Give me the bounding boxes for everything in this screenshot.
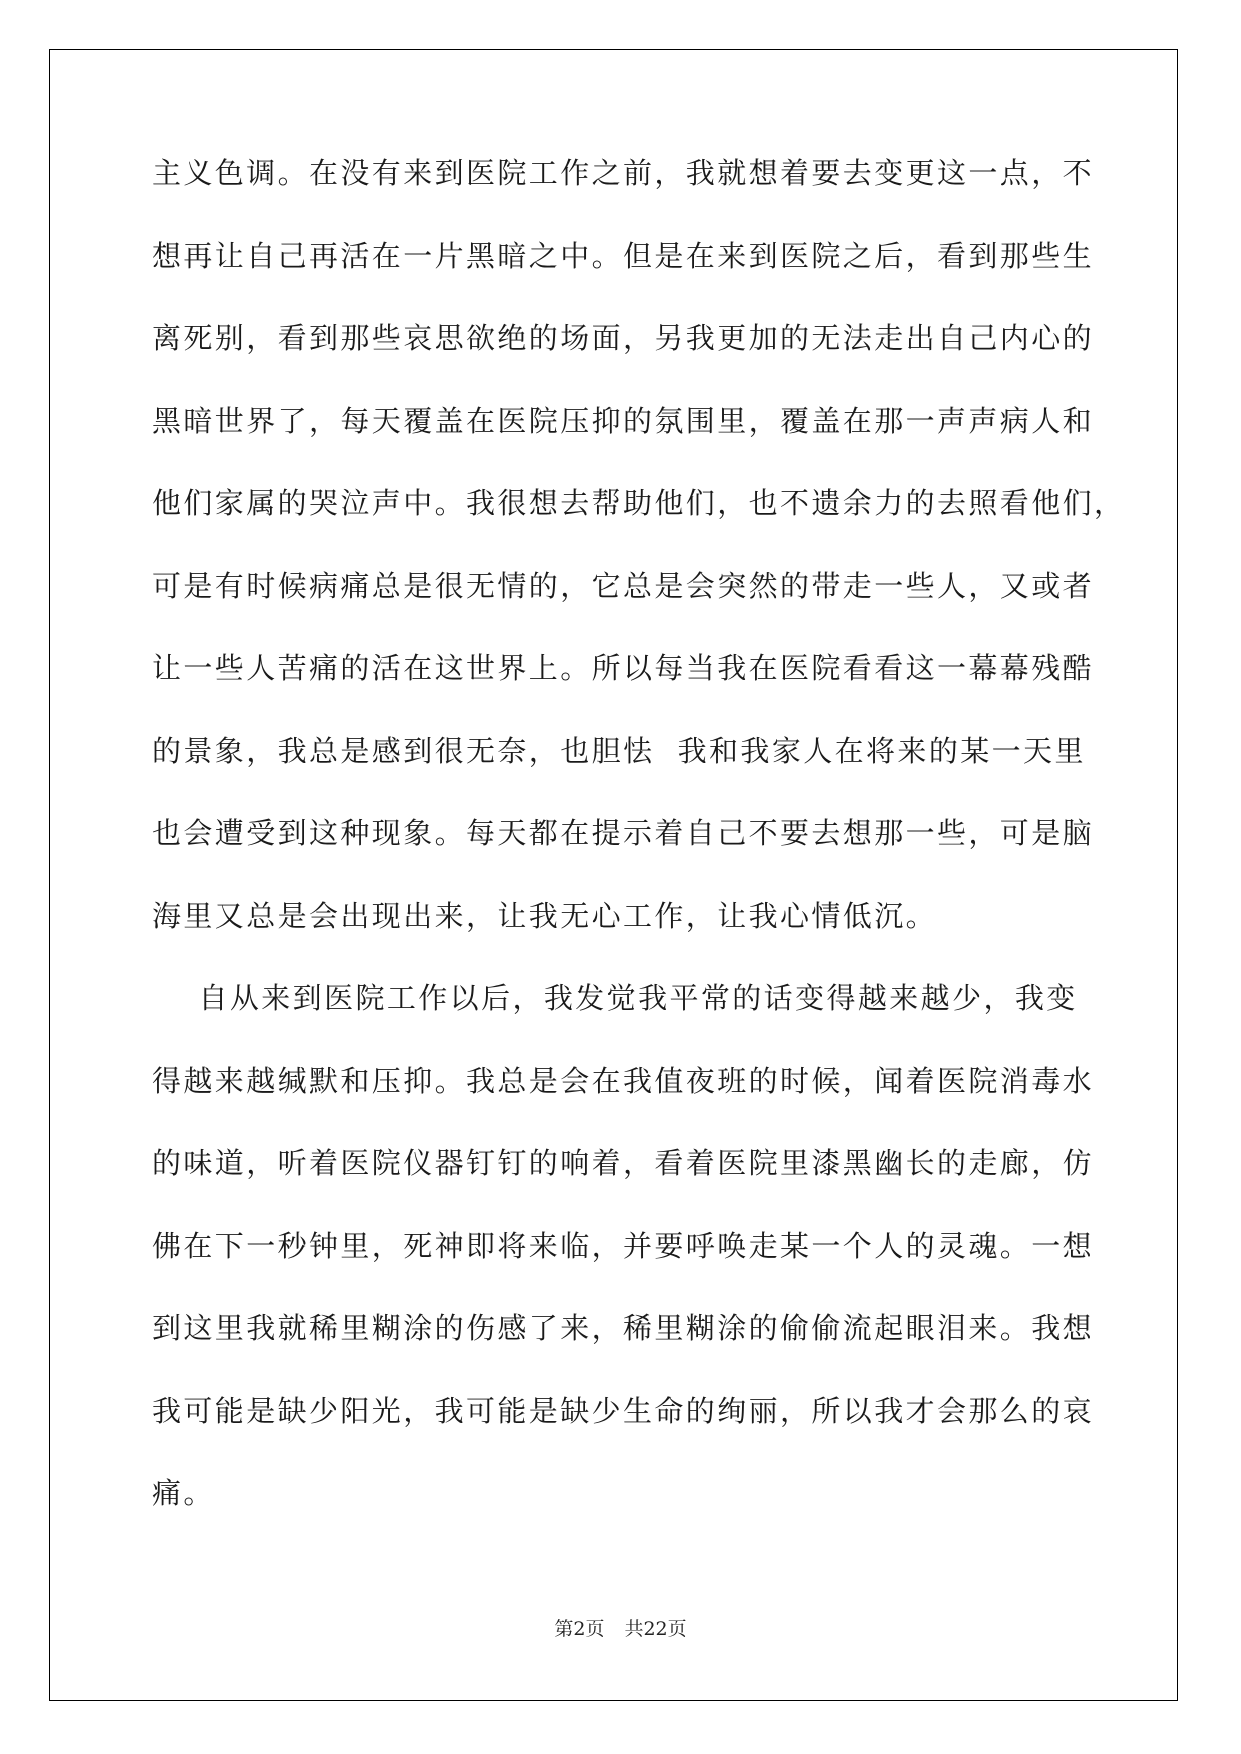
text-line: 也会遭受到这种现象。每天都在提示着自己不要去想那一些，可是脑	[152, 816, 1095, 850]
text-line: 海里又总是会出现出来，让我无心工作，让我心情低沉。	[152, 898, 938, 933]
text-line: 想再让自己再活在一片黑暗之中。但是在来到医院之后，看到那些生	[152, 238, 1095, 273]
text-line: 佛在下一秒钟里，死神即将来临，并要呼唤走某一个人的灵魂。一想	[152, 1228, 1095, 1263]
text-line: 离死别，看到那些哀思欲绝的场面，另我更加的无法走出自己内心的	[152, 321, 1095, 355]
page-footer	[0, 1614, 1241, 1641]
text-line: 他们家属的哭泣声中。我很想去帮助他们，也不遗余力的去照看他们，	[152, 486, 1126, 520]
text-line: 我可能是缺少阳光，我可能是缺少生命的绚丽，所以我才会那么的哀	[152, 1393, 1095, 1428]
text-line: 可是有时候病痛总是很无情的，它总是会突然的带走一些人，又或者	[152, 568, 1095, 603]
text-line: 让一些人苦痛的活在这世界上。所以每当我在医院看看这一幕幕残酷	[152, 651, 1095, 685]
page-total: 共22页	[624, 1618, 687, 1640]
text-line: 的景象，我总是感到很无奈，也胆怯 我和我家人在将来的某一天里	[152, 733, 1086, 768]
text-line: 得越来越缄默和压抑。我总是会在我值夜班的时候，闻着医院消毒水	[152, 1063, 1095, 1098]
text-line: 黑暗世界了，每天覆盖在医院压抑的氛围里，覆盖在那一声声病人和	[152, 403, 1095, 438]
text-line: 的味道，听着医院仪器钉钉的响着，看着医院里漆黑幽长的走廊，仿	[152, 1146, 1095, 1180]
text-line: 自从来到医院工作以后，我发觉我平常的话变得越来越少，我变	[152, 981, 1078, 1015]
text-line: 主义色调。在没有来到医院工作之前，我就想着要去变更这一点，不	[152, 156, 1095, 190]
text-line: 痛。	[152, 1476, 215, 1510]
page-number: 第2页	[554, 1618, 605, 1640]
text-line: 到这里我就稀里糊涂的伤感了来，稀里糊涂的偷偷流起眼泪来。我想	[152, 1311, 1095, 1345]
document-body	[152, 156, 1126, 1561]
